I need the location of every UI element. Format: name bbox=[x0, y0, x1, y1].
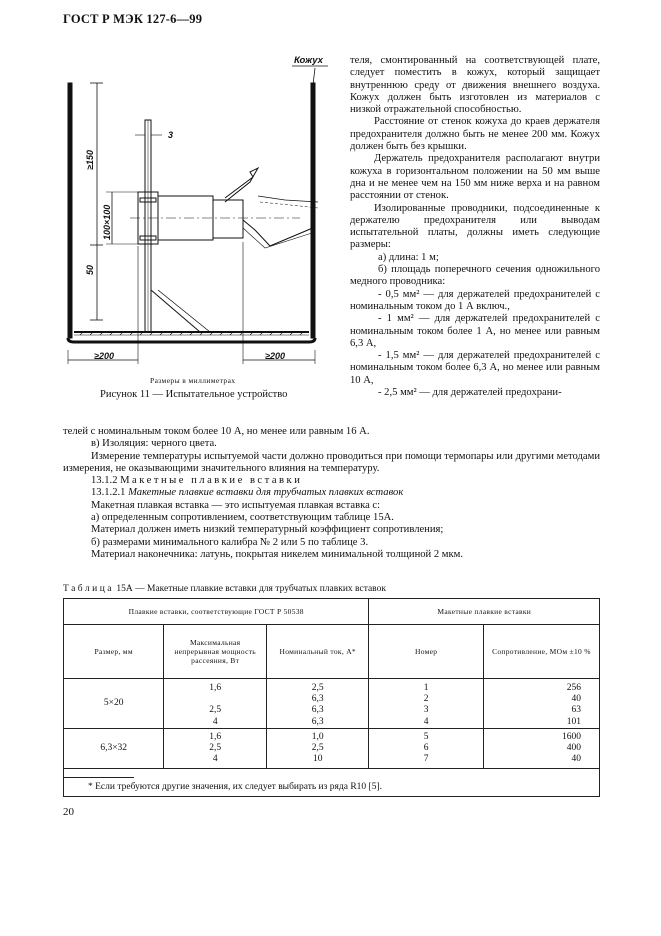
group-header: Макетные плавкие вставки bbox=[369, 599, 600, 625]
cell: 1,0 2,5 10 bbox=[266, 728, 369, 768]
paragraph: Материал должен иметь низкий температурный коэффициент сопротивления; bbox=[91, 524, 444, 536]
cover-bottom bbox=[68, 338, 315, 342]
list-item: - 1,5 мм² — для держателей предохранителей с номинальным током более 6,3 А, но менее или равным 10 А, bbox=[350, 350, 600, 386]
cover-left-wall bbox=[68, 83, 72, 338]
cell: 1 2 3 4 bbox=[369, 679, 483, 729]
cell: 6,3×32 bbox=[64, 728, 164, 768]
wire-lower bbox=[243, 220, 315, 246]
table-footnote: * Если требуются другие значения, их следует выбирать из ряда R10 [5]. bbox=[88, 781, 382, 792]
cell: 5 6 7 bbox=[369, 728, 483, 768]
paragraph: а) определенным сопротивлением, соответствующим таблице 15А. bbox=[91, 512, 394, 524]
section-title: Макетные плавкие вставки для трубчатых плавких вставок bbox=[128, 487, 404, 499]
list-item: - 1 мм² — для держателей предохранителей с номинальным током более 1 А, но менее или равным 6,3 А, bbox=[350, 313, 600, 349]
fuse-cap bbox=[213, 200, 243, 238]
column-header: Номинальный ток, А* bbox=[266, 625, 369, 679]
cell: 5×20 bbox=[64, 679, 164, 729]
table-footnote-cell bbox=[64, 768, 600, 796]
paragraph: Материал наконечника: латунь, покрытая никелем минимальной толщиной 2 мкм. bbox=[91, 548, 464, 560]
table-row bbox=[64, 728, 600, 768]
table-caption: Таблица 15А — Макетные плавкие вставки для трубчатых плавких вставок bbox=[63, 584, 386, 594]
cell: 1,6 2,5 4 bbox=[164, 679, 267, 729]
list-item: а) длина: 1 м; bbox=[378, 251, 439, 263]
paragraph: Измерение температуры испытуемой части должно проводиться при помощи термопары или другими методами измерения, не оказывающими значительного влияния на температуру. bbox=[63, 450, 600, 474]
dummy-fuse-table bbox=[63, 598, 600, 797]
test-device-figure bbox=[60, 50, 335, 372]
dim-100x100: 100×100 bbox=[102, 204, 112, 240]
group-header: Плавкие вставки, соответствующие ГОСТ Р 50538 bbox=[64, 599, 369, 625]
dim-150: ≥150 bbox=[85, 150, 95, 170]
right-column-text bbox=[350, 55, 600, 399]
paragraph: б) размерами минимального калибра № 2 или 5 по таблице 3. bbox=[91, 536, 369, 548]
list-item: - 2,5 мм² — для держателей предохрани- bbox=[378, 387, 562, 399]
paragraph: Расстояние от стенок кожуха до краев держателя предохранителя должно быть не менее 200 мм. Кожух должен быть без крышки. bbox=[350, 116, 600, 153]
wire-upper bbox=[225, 168, 258, 202]
paragraph: в) Изоляция: черного цвета. bbox=[91, 438, 217, 450]
paragraph: телей с номинальным током более 10 А, но менее или равным 16 А. bbox=[63, 426, 370, 437]
figure-caption: Рисунок 11 — Испытательное устройство bbox=[100, 389, 288, 400]
page-number: 20 bbox=[63, 806, 74, 818]
dim-3: 3 bbox=[168, 130, 174, 140]
running-header: ГОСТ Р МЭК 127-6—99 bbox=[63, 12, 203, 26]
body-text bbox=[63, 426, 600, 561]
dim-50: 50 bbox=[85, 264, 95, 275]
list-item: - 0,5 мм² — для держателей предохранителей с номинальным током до 1 А включ., bbox=[350, 288, 600, 312]
paragraph: Изолированные проводники, подсоединенные к держателю предохранителя или выводам испытательной платы, должны иметь следующие размеры: bbox=[350, 202, 600, 251]
section-number: 13.1.2.1 bbox=[91, 487, 126, 499]
list-item: б) площадь поперечного сечения одножильного медного проводника: bbox=[350, 264, 600, 288]
section-title: Макетные плавкие вставки bbox=[120, 475, 303, 487]
figure-units-note: Размеры в миллиметрах bbox=[150, 376, 236, 385]
paragraph: Держатель предохранителя располагают внутри кожуха в горизонтальном положении на 50 мм выше дна и не менее чем на 150 мм ниже верха и на равном расстоянии от стенок. bbox=[350, 153, 600, 202]
paragraph: Макетная плавкая вставка — это испытуемая плавкая вставка с: bbox=[91, 499, 381, 511]
column-header: Максимальная непрерывная мощность рассеяния, Вт bbox=[164, 625, 267, 679]
column-header: Сопротивление, МОм ±10 % bbox=[483, 625, 599, 679]
cover-label: Кожух bbox=[294, 55, 323, 66]
footnote-rule bbox=[64, 777, 134, 778]
cover-right-wall bbox=[311, 83, 315, 338]
cell: 256 40 63 101 bbox=[483, 679, 599, 729]
section-number: 13.1.2 bbox=[91, 475, 118, 487]
cell: 2,5 6,3 6,3 6,3 bbox=[266, 679, 369, 729]
paragraph: теля, смонтированный на соответствующей плате, следует поместить в кожух, который защищает внутреннюю среду от движения внешнего воздуха. Кожух должен быть изготовлен из материалов с низкой отражательной способностью. bbox=[350, 55, 600, 116]
dim-200-left: ≥200 bbox=[94, 351, 114, 361]
column-header: Номер bbox=[369, 625, 483, 679]
cell: 1,6 2,5 4 bbox=[164, 728, 267, 768]
table-row bbox=[64, 679, 600, 729]
section-heading-13-1-2 bbox=[63, 475, 600, 487]
section-heading-13-1-2-1 bbox=[63, 487, 600, 499]
dim-200-right: ≥200 bbox=[265, 351, 285, 361]
column-header: Размер, мм bbox=[64, 625, 164, 679]
cell: 1600 400 40 bbox=[483, 728, 599, 768]
